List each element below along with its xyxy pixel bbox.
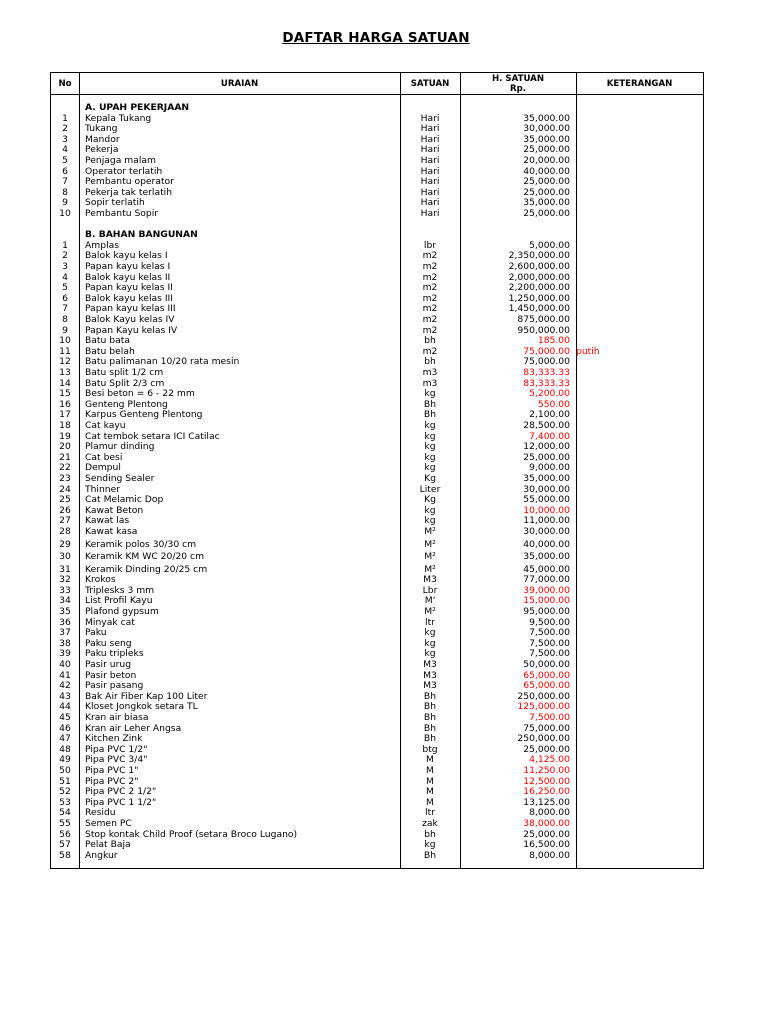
row-description: Balok kayu kelas I <box>85 250 168 262</box>
row-number: 14 <box>59 377 71 389</box>
row-unit: Bh <box>423 722 437 734</box>
row-unit-price: 39,000.00 <box>523 584 570 596</box>
row-description: Batu palimanan 10/20 rata mesin <box>85 356 240 368</box>
row-unit: m2 <box>422 261 438 272</box>
row-note: putih <box>576 345 600 357</box>
section-heading: B. BAHAN BANGUNAN <box>85 229 198 241</box>
row-unit: kg <box>424 515 436 527</box>
row-unit: M² <box>424 563 436 575</box>
row-description: Batu split 1/2 cm <box>85 367 164 378</box>
row-number: 56 <box>59 828 71 840</box>
row-unit-price: 950,000.00 <box>517 324 570 336</box>
row-unit: Hari <box>420 176 440 188</box>
row-unit-price: 5,200.00 <box>529 388 570 400</box>
row-description: Genteng Plentong <box>85 398 168 410</box>
row-description: Kloset Jongkok setara TL <box>85 701 198 713</box>
row-description: Batu Split 2/3 cm <box>85 377 165 389</box>
row-number: 26 <box>59 504 71 516</box>
row-number: 22 <box>59 462 71 474</box>
row-unit: Hari <box>420 208 440 219</box>
row-description: Kepala Tukang <box>85 112 152 124</box>
row-unit: Bh <box>423 690 437 702</box>
row-number: 44 <box>59 701 71 713</box>
row-unit: M <box>426 754 434 766</box>
row-number: 50 <box>59 764 71 776</box>
row-unit: kg <box>424 504 436 516</box>
row-description: Operator terlatih <box>85 165 163 177</box>
row-number: 13 <box>59 367 71 378</box>
row-number: 20 <box>59 441 71 453</box>
row-number: 32 <box>59 574 71 586</box>
row-unit: kg <box>424 637 436 649</box>
row-unit-price: 4,125.00 <box>529 754 570 766</box>
row-number: 28 <box>59 526 71 537</box>
row-unit-price: 25,000.00 <box>523 828 570 840</box>
row-description: Angkur <box>85 849 118 861</box>
header-harga-satuan <box>460 73 576 94</box>
row-number: 31 <box>59 563 71 575</box>
row-unit: m2 <box>422 303 438 315</box>
row-description: Semen PC <box>85 817 132 829</box>
row-unit-price: 11,000.00 <box>523 515 570 527</box>
row-number: 38 <box>59 637 71 649</box>
row-description: Pipa PVC 1" <box>85 764 139 776</box>
row-number: 11 <box>59 345 71 357</box>
row-description: List Profil Kayu <box>85 595 153 607</box>
row-number: 40 <box>59 658 71 670</box>
row-unit: ltr <box>425 807 435 819</box>
row-unit-price: 875,000.00 <box>517 314 570 325</box>
row-description: Pipa PVC 2 1/2" <box>85 786 157 798</box>
row-unit-price: 25,000.00 <box>523 144 570 156</box>
row-description: Kran air biasa <box>85 711 149 723</box>
row-unit-price: 35,000.00 <box>523 551 570 562</box>
row-unit-price: 55,000.00 <box>523 494 570 506</box>
row-unit: M3 <box>423 680 437 692</box>
row-unit-price: 11,250.00 <box>523 764 570 776</box>
row-unit-price: 185.00 <box>537 335 570 347</box>
header-keterangan: KETERANGAN <box>606 78 673 89</box>
row-unit: Hari <box>420 112 440 124</box>
row-number: 18 <box>59 420 71 431</box>
row-number: 49 <box>59 754 71 766</box>
row-number: 6 <box>62 165 68 177</box>
row-description: Kawat las <box>85 515 130 527</box>
row-number: 42 <box>59 680 71 692</box>
row-unit-price: 35,000.00 <box>523 112 570 124</box>
row-unit: kg <box>424 451 436 463</box>
row-unit-price: 250,000.00 <box>517 690 570 702</box>
row-unit: Bh <box>423 711 437 723</box>
row-number: 24 <box>59 483 71 495</box>
row-unit: kg <box>424 441 436 453</box>
row-description: Sending Sealer <box>85 473 155 484</box>
row-description: Dempul <box>85 462 121 474</box>
column-divider <box>79 73 80 868</box>
row-unit: m3 <box>422 377 438 389</box>
row-description: Keramik polos 30/30 cm <box>85 538 197 550</box>
row-unit-price: 9,000.00 <box>529 462 570 474</box>
row-description: Amplas <box>85 239 120 251</box>
row-unit-price: 16,500.00 <box>523 839 570 851</box>
row-unit-price: 2,200,000.00 <box>508 282 570 294</box>
row-unit-price: 65,000.00 <box>523 669 570 681</box>
header-uraian: URAIAN <box>220 78 259 89</box>
row-description: Kitchen Zink <box>85 733 143 745</box>
row-unit-price: 7,400.00 <box>529 430 570 442</box>
row-number: 57 <box>59 839 71 851</box>
row-description: Batu bata <box>85 335 130 347</box>
row-description: Plafond gypsum <box>85 605 159 617</box>
row-unit-price: 2,600,000.00 <box>508 261 570 272</box>
row-unit-price: 12,000.00 <box>523 441 570 453</box>
row-unit-price: 7,500.00 <box>529 637 570 649</box>
row-description: Plamur dinding <box>85 441 155 453</box>
row-unit: kg <box>424 462 436 474</box>
row-unit: M² <box>424 538 436 550</box>
row-unit-price: 7,500.00 <box>529 648 570 660</box>
row-description: Mandor <box>85 133 120 145</box>
row-number: 6 <box>62 292 68 304</box>
row-number: 43 <box>59 690 71 702</box>
row-number: 4 <box>62 271 68 283</box>
row-description: Papan kayu kelas II <box>85 282 173 294</box>
row-unit: m2 <box>422 271 438 283</box>
row-unit-price: 2,350,000.00 <box>508 250 570 262</box>
column-divider <box>576 73 577 868</box>
row-unit-price: 38,000.00 <box>523 817 570 829</box>
row-description: Keramik Dinding 20/25 cm <box>85 563 208 575</box>
row-unit: m2 <box>422 345 438 357</box>
row-unit: m2 <box>422 292 438 304</box>
row-description: Balok kayu kelas II <box>85 271 171 283</box>
row-unit-price: 16,250.00 <box>523 786 570 798</box>
row-unit-price: 35,000.00 <box>523 473 570 484</box>
row-number: 7 <box>62 303 68 315</box>
row-unit: M3 <box>423 658 437 670</box>
row-unit: Kg <box>424 494 436 506</box>
row-number: 7 <box>62 176 68 188</box>
row-unit: kg <box>424 430 436 442</box>
row-unit: Hari <box>420 186 440 198</box>
row-unit-price: 25,000.00 <box>523 208 570 219</box>
row-number: 55 <box>59 817 71 829</box>
row-description: Cat Melamic Dop <box>85 494 164 506</box>
row-description: Cat besi <box>85 451 123 463</box>
row-unit: Hari <box>420 197 440 209</box>
row-unit-price: 7,500.00 <box>529 711 570 723</box>
row-description: Pembantu Sopir <box>85 208 159 219</box>
row-unit: m2 <box>422 250 438 262</box>
row-unit-price: 75,000.00 <box>523 345 570 357</box>
row-description: Pekerja tak terlatih <box>85 186 173 198</box>
row-description: Pasir beton <box>85 669 137 681</box>
row-number: 46 <box>59 722 71 734</box>
row-unit-price: 125,000.00 <box>517 701 570 713</box>
row-unit-price: 5,000.00 <box>529 239 570 251</box>
row-number: 51 <box>59 775 71 787</box>
row-unit-price: 75,000.00 <box>523 722 570 734</box>
row-number: 52 <box>59 786 71 798</box>
row-description: Keramik KM WC 20/20 cm <box>85 551 205 562</box>
row-number: 58 <box>59 849 71 861</box>
row-number: 37 <box>59 627 71 639</box>
row-unit: Bh <box>423 849 437 861</box>
row-unit: Hari <box>420 123 440 135</box>
row-description: Triplesks 3 mm <box>85 584 155 596</box>
row-unit: M² <box>424 605 436 617</box>
row-number: 36 <box>59 616 71 628</box>
row-description: Tukang <box>85 123 118 135</box>
row-unit: kg <box>424 839 436 851</box>
row-description: Kran air Leher Angsa <box>85 722 182 734</box>
row-number: 23 <box>59 473 71 484</box>
row-unit: Lbr <box>422 584 438 596</box>
row-unit: m2 <box>422 324 438 336</box>
row-unit: m2 <box>422 282 438 294</box>
row-description: Minyak cat <box>85 616 135 628</box>
row-unit-price: 25,000.00 <box>523 186 570 198</box>
row-description: Pasir pasang <box>85 680 144 692</box>
row-unit-price: 10,000.00 <box>523 504 570 516</box>
row-unit: Hari <box>420 155 440 166</box>
row-description: Sopir terlatih <box>85 197 145 209</box>
row-number: 9 <box>62 197 68 209</box>
row-unit-price: 28,500.00 <box>523 420 570 431</box>
row-description: Pipa PVC 1/2" <box>85 743 148 755</box>
row-number: 2 <box>62 123 68 135</box>
row-number: 39 <box>59 648 71 660</box>
row-description: Pelat Baja <box>85 839 131 851</box>
row-unit-price: 1,250,000.00 <box>508 292 570 304</box>
row-unit: Hari <box>420 144 440 156</box>
row-unit: lbr <box>423 239 437 251</box>
row-unit: M² <box>424 526 436 537</box>
row-number: 35 <box>59 605 71 617</box>
header-satuan: SATUAN <box>410 78 450 89</box>
row-number: 10 <box>59 208 71 219</box>
row-unit: M3 <box>423 669 437 681</box>
row-unit: Bh <box>423 733 437 745</box>
row-number: 29 <box>59 538 71 550</box>
row-unit-price: 15,000.00 <box>523 595 570 607</box>
row-unit-price: 75,000.00 <box>523 356 570 368</box>
row-description: Pasir urug <box>85 658 132 670</box>
row-number: 48 <box>59 743 71 755</box>
header-harga-satuan-line2: Rp. <box>509 83 527 94</box>
row-number: 8 <box>62 186 68 198</box>
row-description: Pipa PVC 1 1/2" <box>85 796 157 808</box>
row-description: Stop kontak Child Proof (setara Broco Lugano) <box>85 828 298 840</box>
row-unit: M <box>426 775 434 787</box>
row-unit-price: 7,500.00 <box>529 627 570 639</box>
row-description: Paku seng <box>85 637 132 649</box>
row-number: 19 <box>59 430 71 442</box>
row-unit-price: 25,000.00 <box>523 176 570 188</box>
header-divider <box>51 94 703 95</box>
row-unit: M <box>426 764 434 776</box>
row-unit: Hari <box>420 133 440 145</box>
row-description: Pipa PVC 2" <box>85 775 139 787</box>
row-unit-price: 2,100.00 <box>529 409 570 421</box>
row-unit-price: 13,125.00 <box>523 796 570 808</box>
row-description: Papan Kayu kelas IV <box>85 324 178 336</box>
row-unit-price: 95,000.00 <box>523 605 570 617</box>
row-unit-price: 30,000.00 <box>523 483 570 495</box>
row-number: 5 <box>62 155 68 166</box>
row-description: Karpus Genteng Plentong <box>85 409 203 421</box>
row-number: 30 <box>59 551 71 562</box>
row-unit-price: 9,500.00 <box>529 616 570 628</box>
row-unit: Hari <box>420 165 440 177</box>
row-unit-price: 2,000,000.00 <box>508 271 570 283</box>
row-unit: kg <box>424 648 436 660</box>
row-unit: Liter <box>419 483 441 495</box>
row-description: Papan kayu kelas I <box>85 261 171 272</box>
row-unit-price: 40,000.00 <box>523 538 570 550</box>
row-unit-price: 83,333.33 <box>523 367 570 378</box>
row-unit: m3 <box>422 367 438 378</box>
row-description: Pipa PVC 3/4" <box>85 754 148 766</box>
row-number: 21 <box>59 451 71 463</box>
row-unit-price: 1,450,000.00 <box>508 303 570 315</box>
row-number: 4 <box>62 144 68 156</box>
row-description: Cat tembok setara ICI Catilac <box>85 430 220 442</box>
row-number: 27 <box>59 515 71 527</box>
row-number: 53 <box>59 796 71 808</box>
row-unit-price: 550.00 <box>537 398 570 410</box>
row-description: Batu belah <box>85 345 135 357</box>
row-number: 34 <box>59 595 71 607</box>
row-number: 10 <box>59 335 71 347</box>
row-number: 5 <box>62 282 68 294</box>
row-unit: M3 <box>423 574 437 586</box>
row-unit: kg <box>424 388 436 400</box>
row-unit-price: 8,000.00 <box>529 849 570 861</box>
row-unit: kg <box>424 627 436 639</box>
row-unit-price: 35,000.00 <box>523 197 570 209</box>
row-unit: bh <box>424 335 436 347</box>
row-description: Besi beton = 6 - 22 mm <box>85 388 195 400</box>
row-number: 15 <box>59 388 71 400</box>
row-unit: Kg <box>424 473 436 484</box>
row-description: Papan kayu kelas III <box>85 303 176 315</box>
row-description: Bak Air Fiber Kap 100 Liter <box>85 690 208 702</box>
row-number: 3 <box>62 261 68 272</box>
row-number: 1 <box>62 239 68 251</box>
row-description: Balok kayu kelas III <box>85 292 173 304</box>
row-number: 16 <box>59 398 71 410</box>
row-unit-price: 45,000.00 <box>523 563 570 575</box>
row-unit-price: 25,000.00 <box>523 743 570 755</box>
row-unit-price: 20,000.00 <box>523 155 570 166</box>
row-description: Pekerja <box>85 144 119 156</box>
row-unit: ltr <box>425 616 435 628</box>
row-unit: M² <box>424 551 436 562</box>
row-number: 54 <box>59 807 71 819</box>
row-unit: m2 <box>422 314 438 325</box>
row-number: 8 <box>62 314 68 325</box>
row-number: 45 <box>59 711 71 723</box>
row-number: 1 <box>62 112 68 124</box>
row-description: Paku <box>85 627 107 639</box>
row-unit: M' <box>424 595 436 607</box>
row-number: 9 <box>62 324 68 336</box>
row-number: 17 <box>59 409 71 421</box>
row-unit: btg <box>422 743 438 755</box>
row-description: Residu <box>85 807 116 819</box>
row-number: 25 <box>59 494 71 506</box>
row-unit-price: 250,000.00 <box>517 733 570 745</box>
row-unit-price: 77,000.00 <box>523 574 570 586</box>
row-unit: Bh <box>423 398 437 410</box>
row-number: 33 <box>59 584 71 596</box>
row-number: 41 <box>59 669 71 681</box>
row-unit: kg <box>424 420 436 431</box>
row-unit-price: 83,333.33 <box>523 377 570 389</box>
section-heading: A. UPAH PEKERJAAN <box>85 102 190 113</box>
row-unit-price: 35,000.00 <box>523 133 570 145</box>
row-unit: zak <box>422 817 438 829</box>
row-description: Balok Kayu kelas IV <box>85 314 175 325</box>
row-number: 3 <box>62 133 68 145</box>
row-description: Cat kayu <box>85 420 126 431</box>
row-unit: bh <box>424 828 436 840</box>
row-unit: Bh <box>423 701 437 713</box>
row-description: Pembantu operator <box>85 176 174 188</box>
row-description: Kawat kasa <box>85 526 138 537</box>
row-unit-price: 50,000.00 <box>523 658 570 670</box>
row-unit: bh <box>424 356 436 368</box>
row-unit: M <box>426 786 434 798</box>
row-unit: Bh <box>423 409 437 421</box>
row-unit-price: 30,000.00 <box>523 526 570 537</box>
row-unit: M <box>426 796 434 808</box>
row-number: 12 <box>59 356 71 368</box>
row-description: Krokos <box>85 574 116 586</box>
price-table <box>50 72 704 869</box>
row-unit-price: 25,000.00 <box>523 451 570 463</box>
row-unit-price: 12,500.00 <box>523 775 570 787</box>
row-number: 2 <box>62 250 68 262</box>
row-unit-price: 8,000.00 <box>529 807 570 819</box>
row-number: 47 <box>59 733 71 745</box>
row-unit-price: 40,000.00 <box>523 165 570 177</box>
row-description: Kawat Beton <box>85 504 144 516</box>
row-description: Thinner <box>85 483 121 495</box>
header-harga-satuan-line1: H. SATUAN <box>491 73 545 84</box>
row-description: Paku tripleks <box>85 648 144 660</box>
page-title: DAFTAR HARGA SATUAN <box>282 30 470 46</box>
row-unit-price: 65,000.00 <box>523 680 570 692</box>
row-unit-price: 30,000.00 <box>523 123 570 135</box>
row-description: Penjaga malam <box>85 155 156 166</box>
header-no: No <box>58 78 72 89</box>
